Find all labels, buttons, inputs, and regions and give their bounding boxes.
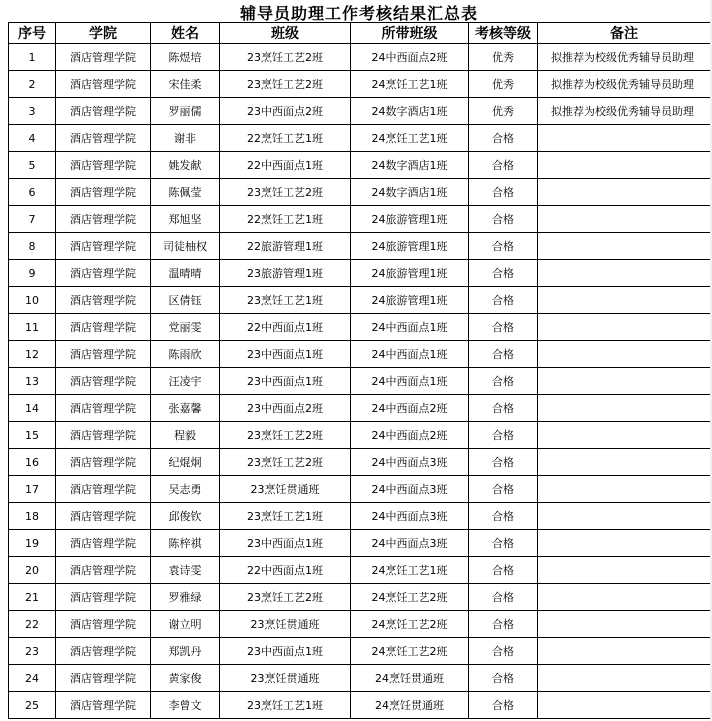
cell-class: 23中西面点1班	[220, 638, 351, 665]
cell-assigned-class: 24烹饪贯通班	[351, 665, 469, 692]
cell-assigned-class: 24烹饪工艺1班	[351, 125, 469, 152]
header-grade: 考核等级	[469, 23, 538, 44]
cell-college: 酒店管理学院	[56, 179, 151, 206]
cell-assigned-class: 24数字酒店1班	[351, 152, 469, 179]
cell-remarks	[538, 125, 711, 152]
cell-class: 23烹饪工艺2班	[220, 422, 351, 449]
cell-remarks	[538, 395, 711, 422]
cell-index: 21	[9, 584, 56, 611]
cell-remarks	[538, 341, 711, 368]
cell-remarks	[538, 152, 711, 179]
cell-index: 3	[9, 98, 56, 125]
cell-index: 14	[9, 395, 56, 422]
cell-college: 酒店管理学院	[56, 233, 151, 260]
table-row	[9, 71, 711, 98]
cell-name: 党丽雯	[151, 314, 220, 341]
header-row	[9, 23, 711, 44]
table-row	[9, 557, 711, 584]
cell-college: 酒店管理学院	[56, 44, 151, 71]
header-class: 班级	[220, 23, 351, 44]
cell-remarks	[538, 368, 711, 395]
cell-index: 16	[9, 449, 56, 476]
cell-remarks	[538, 665, 711, 692]
cell-index: 22	[9, 611, 56, 638]
cell-college: 酒店管理学院	[56, 584, 151, 611]
cell-class: 23烹饪工艺2班	[220, 71, 351, 98]
cell-assigned-class: 24数字酒店1班	[351, 98, 469, 125]
cell-grade: 合格	[469, 341, 538, 368]
cell-index: 11	[9, 314, 56, 341]
cell-remarks: 拟推荐为校级优秀辅导员助理	[538, 44, 711, 71]
header-college: 学院	[56, 23, 151, 44]
cell-class: 22烹饪工艺1班	[220, 125, 351, 152]
cell-name: 纪焜炯	[151, 449, 220, 476]
cell-name: 黄家俊	[151, 665, 220, 692]
cell-assigned-class: 24烹饪贯通班	[351, 692, 469, 719]
cell-index: 5	[9, 152, 56, 179]
cell-remarks	[538, 422, 711, 449]
table-row	[9, 314, 711, 341]
cell-index: 9	[9, 260, 56, 287]
cell-name: 张嘉馨	[151, 395, 220, 422]
cell-name: 谢非	[151, 125, 220, 152]
cell-remarks	[538, 233, 711, 260]
cell-class: 23烹饪贯通班	[220, 665, 351, 692]
cell-grade: 优秀	[469, 71, 538, 98]
cell-name: 吴志勇	[151, 476, 220, 503]
cell-college: 酒店管理学院	[56, 71, 151, 98]
cell-name: 郑旭坚	[151, 206, 220, 233]
cell-name: 谢立明	[151, 611, 220, 638]
table-row	[9, 98, 711, 125]
cell-college: 酒店管理学院	[56, 152, 151, 179]
cell-assigned-class: 24中西面点3班	[351, 476, 469, 503]
table-row	[9, 341, 711, 368]
cell-college: 酒店管理学院	[56, 368, 151, 395]
cell-class: 23中西面点1班	[220, 368, 351, 395]
cell-class: 23烹饪工艺2班	[220, 449, 351, 476]
cell-assigned-class: 24中西面点3班	[351, 503, 469, 530]
cell-class: 22中西面点1班	[220, 152, 351, 179]
cell-class: 23烹饪工艺2班	[220, 179, 351, 206]
cell-name: 李曾文	[151, 692, 220, 719]
cell-grade: 合格	[469, 260, 538, 287]
cell-assigned-class: 24数字酒店1班	[351, 179, 469, 206]
cell-name: 姚发献	[151, 152, 220, 179]
table-row	[9, 395, 711, 422]
cell-name: 陈梓祺	[151, 530, 220, 557]
cell-class: 23旅游管理1班	[220, 260, 351, 287]
cell-college: 酒店管理学院	[56, 476, 151, 503]
cell-index: 13	[9, 368, 56, 395]
cell-college: 酒店管理学院	[56, 341, 151, 368]
cell-name: 汪凌宇	[151, 368, 220, 395]
cell-name: 司徒柚权	[151, 233, 220, 260]
cell-assigned-class: 24旅游管理1班	[351, 260, 469, 287]
cell-index: 4	[9, 125, 56, 152]
cell-remarks	[538, 503, 711, 530]
cell-assigned-class: 24中西面点2班	[351, 422, 469, 449]
cell-class: 22中西面点1班	[220, 314, 351, 341]
table-row	[9, 287, 711, 314]
cell-class: 23烹饪工艺2班	[220, 584, 351, 611]
cell-class: 23烹饪工艺2班	[220, 44, 351, 71]
cell-remarks	[538, 476, 711, 503]
table-row	[9, 233, 711, 260]
table-row	[9, 179, 711, 206]
cell-college: 酒店管理学院	[56, 125, 151, 152]
cell-index: 15	[9, 422, 56, 449]
cell-grade: 合格	[469, 530, 538, 557]
cell-college: 酒店管理学院	[56, 422, 151, 449]
cell-name: 袁诗雯	[151, 557, 220, 584]
cell-grade: 合格	[469, 611, 538, 638]
cell-remarks	[538, 611, 711, 638]
cell-name: 温晴晴	[151, 260, 220, 287]
cell-grade: 优秀	[469, 44, 538, 71]
cell-grade: 合格	[469, 422, 538, 449]
cell-college: 酒店管理学院	[56, 314, 151, 341]
cell-remarks: 拟推荐为校级优秀辅导员助理	[538, 98, 711, 125]
cell-index: 8	[9, 233, 56, 260]
cell-name: 邱俊钦	[151, 503, 220, 530]
table-row	[9, 449, 711, 476]
cell-index: 18	[9, 503, 56, 530]
cell-college: 酒店管理学院	[56, 260, 151, 287]
cell-grade: 合格	[469, 476, 538, 503]
cell-index: 2	[9, 71, 56, 98]
cell-name: 郑凯丹	[151, 638, 220, 665]
cell-grade: 合格	[469, 125, 538, 152]
cell-grade: 合格	[469, 179, 538, 206]
cell-grade: 合格	[469, 584, 538, 611]
cell-grade: 合格	[469, 665, 538, 692]
cell-remarks	[538, 260, 711, 287]
cell-remarks: 拟推荐为校级优秀辅导员助理	[538, 71, 711, 98]
table-row	[9, 152, 711, 179]
cell-remarks	[538, 179, 711, 206]
cell-grade: 合格	[469, 449, 538, 476]
table-row	[9, 422, 711, 449]
cell-grade: 合格	[469, 638, 538, 665]
table-row	[9, 503, 711, 530]
cell-name: 程毅	[151, 422, 220, 449]
cell-class: 22旅游管理1班	[220, 233, 351, 260]
cell-class: 23中西面点1班	[220, 530, 351, 557]
table-row	[9, 584, 711, 611]
header-remarks: 备注	[538, 23, 711, 44]
cell-grade: 合格	[469, 503, 538, 530]
cell-grade: 合格	[469, 557, 538, 584]
cell-assigned-class: 24中西面点1班	[351, 341, 469, 368]
table-row	[9, 206, 711, 233]
cell-name: 区倩钰	[151, 287, 220, 314]
table-row	[9, 44, 711, 71]
cell-remarks	[538, 557, 711, 584]
cell-class: 23中西面点1班	[220, 341, 351, 368]
cell-class: 23烹饪贯通班	[220, 611, 351, 638]
cell-assigned-class: 24中西面点2班	[351, 44, 469, 71]
header-name: 姓名	[151, 23, 220, 44]
table-row	[9, 368, 711, 395]
cell-remarks	[538, 638, 711, 665]
cell-college: 酒店管理学院	[56, 206, 151, 233]
cell-college: 酒店管理学院	[56, 665, 151, 692]
cell-class: 22中西面点1班	[220, 557, 351, 584]
cell-class: 23烹饪工艺1班	[220, 503, 351, 530]
cell-college: 酒店管理学院	[56, 530, 151, 557]
cell-college: 酒店管理学院	[56, 395, 151, 422]
cell-grade: 合格	[469, 692, 538, 719]
cell-name: 陈煜培	[151, 44, 220, 71]
cell-name: 宋佳柔	[151, 71, 220, 98]
cell-assigned-class: 24中西面点3班	[351, 449, 469, 476]
cell-index: 20	[9, 557, 56, 584]
cell-index: 24	[9, 665, 56, 692]
cell-grade: 优秀	[469, 98, 538, 125]
cell-assigned-class: 24烹饪工艺1班	[351, 557, 469, 584]
cell-index: 17	[9, 476, 56, 503]
table-row	[9, 530, 711, 557]
cell-assigned-class: 24烹饪工艺2班	[351, 611, 469, 638]
cell-assigned-class: 24中西面点1班	[351, 314, 469, 341]
cell-grade: 合格	[469, 287, 538, 314]
cell-name: 罗雅绿	[151, 584, 220, 611]
cell-grade: 合格	[469, 395, 538, 422]
cell-class: 23烹饪工艺1班	[220, 692, 351, 719]
table-title: 辅导员助理工作考核结果汇总表	[239, 3, 478, 23]
table-row	[9, 476, 711, 503]
cell-remarks	[538, 449, 711, 476]
cell-index: 6	[9, 179, 56, 206]
cell-name: 陈佩莹	[151, 179, 220, 206]
table-row	[9, 692, 711, 719]
cell-assigned-class: 24中西面点3班	[351, 530, 469, 557]
cell-index: 1	[9, 44, 56, 71]
cell-college: 酒店管理学院	[56, 503, 151, 530]
header-index: 序号	[9, 23, 56, 44]
cell-college: 酒店管理学院	[56, 692, 151, 719]
cell-college: 酒店管理学院	[56, 638, 151, 665]
cell-grade: 合格	[469, 152, 538, 179]
cell-assigned-class: 24中西面点2班	[351, 395, 469, 422]
cell-index: 25	[9, 692, 56, 719]
cell-class: 23中西面点2班	[220, 98, 351, 125]
cell-remarks	[538, 584, 711, 611]
cell-assigned-class: 24烹饪工艺2班	[351, 638, 469, 665]
cell-remarks	[538, 206, 711, 233]
table-row	[9, 665, 711, 692]
table-row	[9, 638, 711, 665]
cell-class: 22烹饪工艺1班	[220, 206, 351, 233]
cell-grade: 合格	[469, 368, 538, 395]
cell-remarks	[538, 314, 711, 341]
cell-index: 7	[9, 206, 56, 233]
table-row	[9, 125, 711, 152]
cell-remarks	[538, 530, 711, 557]
cell-assigned-class: 24旅游管理1班	[351, 233, 469, 260]
cell-remarks	[538, 287, 711, 314]
cell-college: 酒店管理学院	[56, 449, 151, 476]
cell-class: 23烹饪贯通班	[220, 476, 351, 503]
table-row	[9, 260, 711, 287]
cell-name: 陈雨欣	[151, 341, 220, 368]
cell-assigned-class: 24旅游管理1班	[351, 206, 469, 233]
cell-college: 酒店管理学院	[56, 287, 151, 314]
cell-assigned-class: 24旅游管理1班	[351, 287, 469, 314]
cell-grade: 合格	[469, 314, 538, 341]
cell-assigned-class: 24烹饪工艺1班	[351, 71, 469, 98]
cell-assigned-class: 24烹饪工艺2班	[351, 584, 469, 611]
cell-index: 23	[9, 638, 56, 665]
cell-assigned-class: 24中西面点1班	[351, 368, 469, 395]
results-table	[8, 22, 711, 719]
cell-college: 酒店管理学院	[56, 611, 151, 638]
cell-remarks	[538, 692, 711, 719]
cell-index: 12	[9, 341, 56, 368]
cell-college: 酒店管理学院	[56, 98, 151, 125]
cell-class: 23烹饪工艺1班	[220, 287, 351, 314]
table-row	[9, 611, 711, 638]
cell-grade: 合格	[469, 233, 538, 260]
cell-grade: 合格	[469, 206, 538, 233]
header-assigned-class: 所带班级	[351, 23, 469, 44]
cell-name: 罗丽儒	[151, 98, 220, 125]
cell-index: 10	[9, 287, 56, 314]
cell-index: 19	[9, 530, 56, 557]
cell-college: 酒店管理学院	[56, 557, 151, 584]
cell-class: 23中西面点2班	[220, 395, 351, 422]
